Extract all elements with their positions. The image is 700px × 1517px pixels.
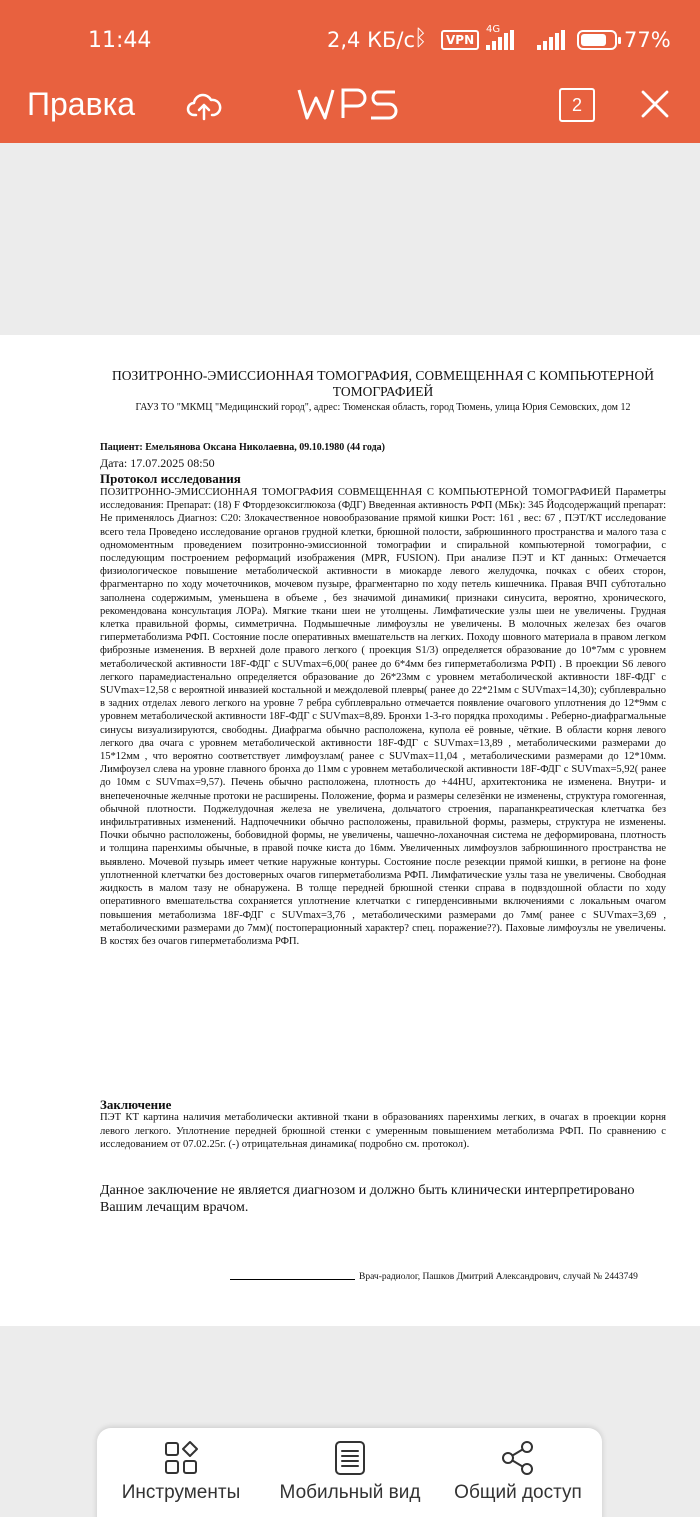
battery-level [581,34,606,46]
status-time: 11:44 [88,28,152,53]
tools-label: Инструменты [121,1482,241,1503]
date-line: Дата: 17.07.2025 08:50 [100,456,215,470]
wps-logo [297,86,407,122]
patient-line: Пациент: Емельянова Оксана Николаевна, 09.10.1980 (44 года) [100,442,385,453]
battery-icon [577,30,617,50]
share-icon [500,1440,536,1476]
close-icon[interactable] [640,89,670,119]
edit-button[interactable]: Правка [27,86,136,122]
status-bar [0,0,700,80]
share-label: Общий доступ [454,1482,582,1503]
mobile-view-button[interactable] [267,1428,433,1517]
protocol-text: ПОЗИТРОННО-ЭМИССИОННАЯ ТОМОГРАФИЯ СОВМЕЩЕННАЯ С КОМПЬЮТЕРНОЙ ТОМОГРАФИЕЙ Параметры исследования: Препарат: (18) F Фтордезоксиглюкоза (ФДГ) Введенная активность РФП (МБк): 345 Йодсодержащий препарат: Не применялось Диагноз: C20: Злокачественное новообразование прямой кишки Рост: 161 , вес: 67 , ПЭТ/КТ исследование всего тела Проведено исследование органов грудной клетки, брюшной полости, забрюшинного пространства и малого таза с одномоментным проведением позитронно-эмиссионной томографии и спиральной компьютерной томографии, с последующим построением реформаций изображения (MPR, FUSION). При анализе ПЭТ и КТ данных: Отмечается физиологическое повышение метаболической активности в миокарде левого желудочка, почках с обеих сторон, фрагментарно по ходу мочеточников, мочевом пузыре, фрагментарно по ходу петель кишечника. Правая ВЧП субтотально заполнена содержимым, уменьшена в объеме , без значимой динамики( признаки синусита, вероятно, хронического, рекомендована консультация ЛОРа). Мягкие ткани шеи не утолщены. Лимфатические узлы шеи не увеличены. Грудная клетка правильной формы, симметрична. Подмышечные лимфоузлы не увеличены. В молочных железах без очагов гиперметаболизма РФП. Состояние после оперативных вмешательств на легких. Походу шовного материала в правом легком фиброзные изменения. В верхней доле правого легкого ( проекция S1/3) определяется образование до 10*7мм с уровнем метаболической активности 18F-ФДГ с SUVmax=6,00( ранее до 6*4мм без гиперметаболизма РФП) . В проекции S6 левого легкого парамедиастенально определяется образование до 26*23мм с уровнем метаболической активности 18F-ФДГ с SUVmax=12,58 с вероятной инвазией костальной и междолевой плевры( ранее до 22*21мм с SUVmax=14,30); субплеврально в задних отделах левого легкого на уровне 7 ребра субплеврально отмечается появление очагового уплотнения до 12*9мм с уровнем метаболической активности 18F-ФДГ с SUVmax=8,89. Бронхи 1-3-го порядка проходимы . Реберно-диафрагмальные синусы визуализируются, свободны. Диафрагма обычно расположена, купола её ровные, чёткие. В области корня левого легкого два очага с уровнем метаболической активности 18F-ФДГ с SUVmax=13,89 , метаболическими размерами до 15*12мм , что вероятно соответствует лимфоузлам( ранее с SUVmax=11,04 , метаболическими размерами до 12*10мм. Лимфоузел слева на уровне главного бронха до 11мм с уровнем метаболической активности 18F-ФДГ с SUVmax=5,92( ранее до 10мм с SUVmax=9,57). Печень обычно расположена, плотность до +44HU, архитектоника не изменена. Внутри- и внепеченочные желчные протоки не расширены. Положение, форма и размеры селезёнки не изменены, структура гомогенная, обычной плотности. Поджелудочная железа не увеличена, дольчатого строения, парапанкреатическая клетчатка без инфильтративных изменений. Надпочечники обычно расположены, правильной формы, размеры, структура не изменены. Почки обычно расположены, бобовидной формы, не увеличены, чашечно-лоханочная система не деформирована, плотность и толщина паренхимы обычные, в правой почке киста до 16мм. Увеличенных лимфоузлов забрюшинного пространства не выявлено. Мочевой пузырь имеет четкие наружные контуры. Состояние после резекции прямой кишки, в регионе на фоне уплотненной клетчатки без достоверных очагов гиперметаболизма РФП. Лимфатические узлы таза не увеличены. Свободная жидкость в малом тазу не обнаружена. В толще передней брюшной стенки справа в подвздошной области по ходу оперативного вмешательства сохраняется уплотнение клетчатки с гиперденсивными включениями с локальным очагом повышения метаболизма 18F-ФДГ с SUVmax=3,76 , метаболическими размерами до 7мм( ранее с SUVmax=3,69 , метаболическими размерами до 7мм)( постоперационный характер? спец. поражение??). Паховые лимфоузлы не увеличены. В костях без очагов гиперметаболизма РФП. [100,487,666,947]
signature-text: Врач-радиолог, Пашков Дмитрий Александрович, случай № 2443749 [359,1272,638,1282]
bluetooth-icon: ᛒ [414,26,428,51]
tools-grid-icon [163,1440,199,1476]
signal-icon [486,30,514,50]
share-button[interactable] [443,1428,593,1517]
status-net-speed: 2,4 КБ/с [327,28,416,52]
tab-count-button[interactable]: 2 [559,88,595,122]
vpn-badge: VPN [441,30,479,50]
network-type: 4G [486,24,501,35]
cloud-upload-icon[interactable] [186,88,222,124]
organization-line: ГАУЗ ТО "МКМЦ "Медицинский город", адрес: Тюменская область, город Тюмень, улица Юрия Семовских, дом 12 [135,402,631,413]
disclaimer-text: Данное заключение не является диагнозом и должно быть клинически интерпретировано Вашим лечащим врачом. [100,1183,635,1215]
conclusion-text: ПЭТ КТ картина наличия метаболически активной ткани в образованиях паренхимы легких, в очагах в проекции корня левого легкого. Уплотнение передней брюшной стенки с умеренным повышением метаболизма РФП. По сравнению с исследованием от 07.02.25г. (-) отрицательная динамика( подробно см. протокол). [100,1112,666,1150]
protocol-heading: Протокол исследования [100,471,241,486]
signature-line [230,1272,638,1282]
document-title: ПОЗИТРОННО-ЭМИССИОННАЯ ТОМОГРАФИЯ, СОВМЕЩЕННАЯ С КОМПЬЮТЕРНОЙ ТОМОГРАФИЕЙ [111,368,655,399]
bottom-toolbar [97,1428,602,1517]
conclusion-heading: Заключение [100,1097,172,1112]
signal-icon [537,30,565,50]
document-page[interactable] [0,335,700,1326]
tools-button[interactable] [105,1428,257,1517]
mobile-view-label: Мобильный вид [279,1482,421,1503]
signature-underline [230,1279,355,1280]
mobile-view-icon [332,1440,368,1476]
battery-percent: 77% [624,28,671,52]
app-header [0,0,700,143]
